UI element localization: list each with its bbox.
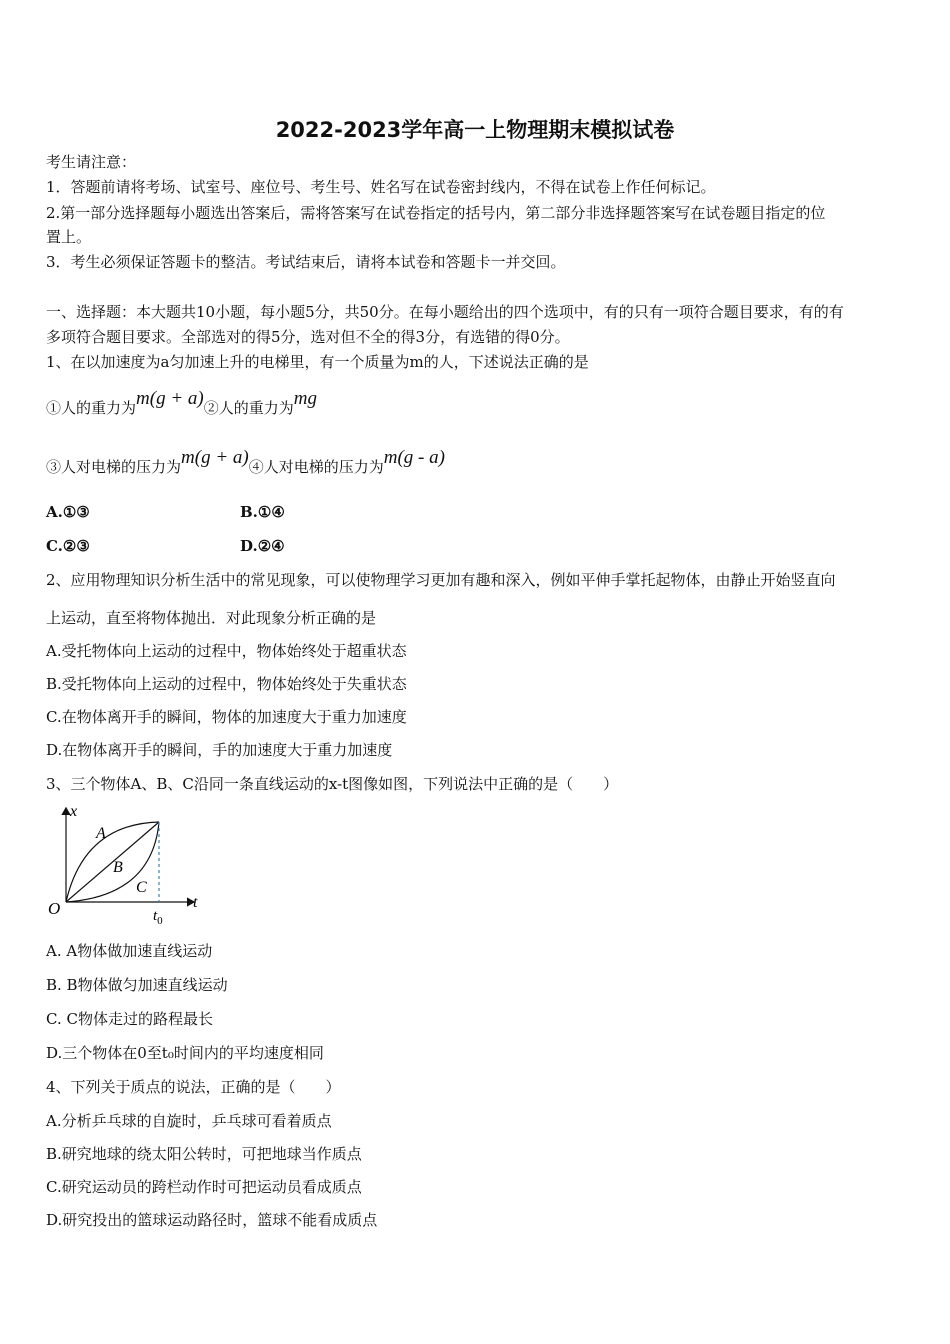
question-2-option-a[interactable]: A.受托物体向上运动的过程中，物体始终处于超重状态 (46, 642, 407, 660)
question-1-option-a[interactable]: A.①③ (46, 503, 90, 521)
question-2-option-b[interactable]: B.受托物体向上运动的过程中，物体始终处于失重状态 (46, 675, 407, 693)
y-axis-label: x (70, 803, 78, 820)
section-instructions: 一、选择题：本大题共10小题，每小题5分，共50分。在每小题给出的四个选项中，有的只有一项符合题目要求，有的有 (46, 303, 844, 321)
notice-item: 3．考生必须保证答题卡的整洁。考试结束后，请将本试卷和答题卡一并交回。 (46, 253, 566, 271)
statement-4-formula: m(g - a) (383, 447, 445, 468)
section-instructions: 多项符合题目要求。全部选对的得5分，选对但不全的得3分，有选错的得0分。 (46, 328, 570, 346)
statement-2-label: ②人的重力为 (203, 399, 294, 417)
question-4-option-a[interactable]: A.分析乒乓球的自旋时，乒乓球可看着质点 (46, 1112, 332, 1130)
notice-item: 2.第一部分选择题每小题选出答案后，需将答案写在试卷指定的括号内，第二部分非选择题答案写在试卷题目指定的位 (46, 204, 826, 222)
question-3-option-d[interactable]: D.三个物体在0至t₀时间内的平均速度相同 (46, 1044, 324, 1062)
curve-c-label: C (136, 879, 147, 896)
statement-3-formula: m(g + a) (181, 447, 249, 468)
question-4-option-c[interactable]: C.研究运动员的跨栏动作时可把运动员看成质点 (46, 1178, 362, 1196)
question-1-option-c[interactable]: C.②③ (46, 537, 90, 555)
question-2-option-c[interactable]: C.在物体离开手的瞬间，物体的加速度大于重力加速度 (46, 708, 407, 726)
question-3-option-b[interactable]: B. B物体做匀加速直线运动 (46, 976, 228, 994)
statement-3-label: ③人对电梯的压力为 (46, 458, 182, 476)
page-title: 2022-2023学年高一上物理期末模拟试卷 (275, 118, 675, 142)
origin-label: O (48, 899, 61, 918)
notice-heading: 考生请注意： (46, 153, 137, 171)
question-4-option-d[interactable]: D.研究投出的篮球运动路径时，篮球不能看成质点 (46, 1211, 378, 1229)
question-2-option-d[interactable]: D.在物体离开手的瞬间，手的加速度大于重力加速度 (46, 741, 393, 759)
question-3-option-a[interactable]: A. A物体做加速直线运动 (46, 942, 213, 960)
statement-1-label: ①人的重力为 (46, 399, 137, 417)
t0-label: $t_0$ (153, 908, 163, 927)
question-3-stem: 3、三个物体A、B、C沿同一条直线运动的x-t图像如图，下列说法中正确的是（ ） (46, 775, 619, 793)
line-b-label: B (113, 859, 123, 876)
question-1-statements-row2 (46, 447, 910, 477)
question-2-stem: 上运动，直至将物体抛出．对此现象分析正确的是 (46, 609, 377, 627)
statement-2-formula: mg (293, 388, 317, 409)
notice-item: 1．答题前请将考场、试室号、座位号、考生号、姓名写在试卷密封线内，不得在试卷上作任何标记。 (46, 178, 716, 196)
x-axis-label: t (193, 894, 198, 911)
question-1-statements-row1 (46, 388, 910, 418)
question-4-option-b[interactable]: B.研究地球的绕太阳公转时，可把地球当作质点 (46, 1145, 362, 1163)
curve-a-label: A (96, 825, 106, 842)
notice-item: 置上。 (46, 228, 92, 246)
question-1-option-d[interactable]: D.②④ (240, 537, 285, 555)
question-1-option-b[interactable]: B.①④ (240, 503, 285, 521)
question-4-stem: 4、下列关于质点的说法，正确的是（ ） (46, 1078, 341, 1096)
question-3-option-c[interactable]: C. C物体走过的路程最长 (46, 1010, 213, 1028)
statement-4-label: ④人对电梯的压力为 (248, 458, 384, 476)
xt-graph (44, 800, 214, 930)
statement-1-formula: m(g + a) (136, 388, 204, 409)
question-1-stem: 1、在以加速度为a匀加速上升的电梯里，有一个质量为m的人，下述说法正确的是 (46, 353, 589, 371)
question-2-stem: 2、应用物理知识分析生活中的常见现象，可以使物理学习更加有趣和深入，例如平伸手掌托起物体，由静止开始竖直向 (46, 571, 836, 589)
